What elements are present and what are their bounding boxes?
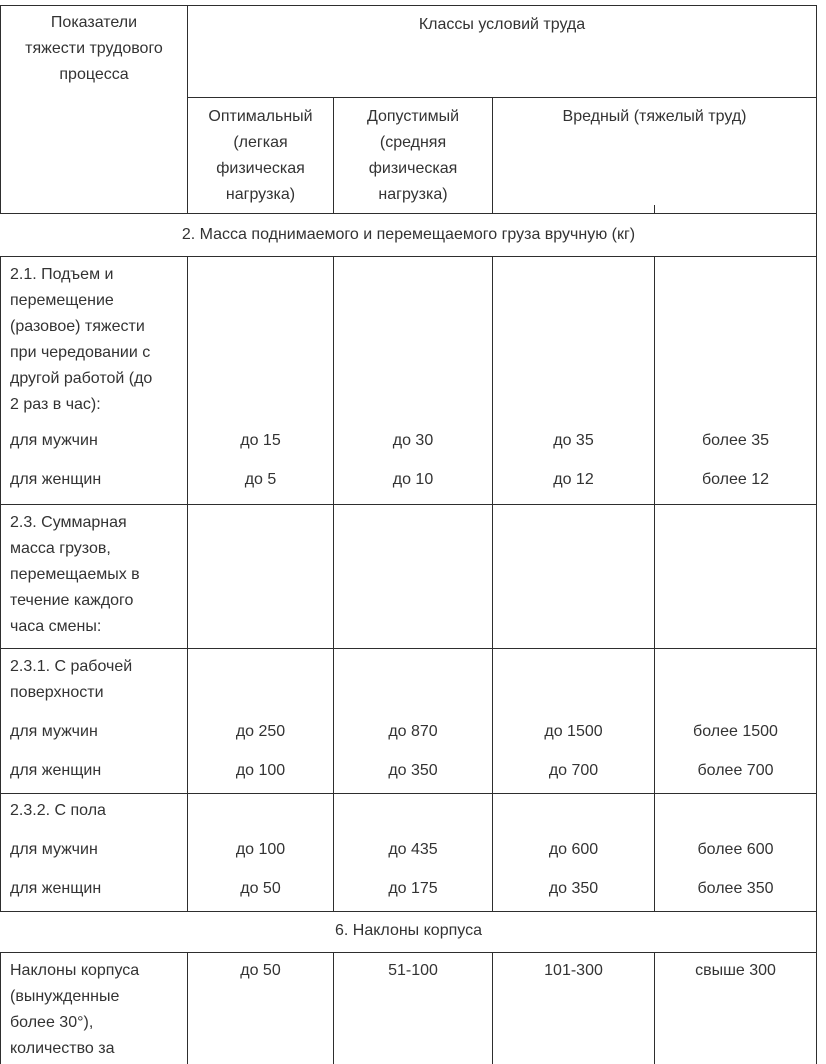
- value-permissible: 51-100: [388, 962, 438, 979]
- value-harmful-1: до 35: [553, 432, 594, 449]
- value-harmful-1: до 600: [548, 841, 599, 858]
- item-2-1-line: 2 раз в час):: [10, 396, 101, 413]
- value-harmful-1: 101-300: [544, 962, 603, 979]
- table-top-border: [0, 5, 817, 6]
- harmful-class-header: Вредный (тяжелый труд): [562, 108, 747, 125]
- row-2-3-1-bottom-border: [0, 793, 817, 794]
- value-permissible: до 435: [388, 841, 438, 858]
- item-6-line: Наклоны корпуса: [10, 962, 140, 979]
- value-harmful-2: более 600: [697, 841, 774, 858]
- value-harmful-1: до 1500: [544, 723, 603, 740]
- item-2-3-1-line: 2.3.1. С рабочей: [10, 658, 133, 675]
- permissible-header-line: нагрузка): [378, 186, 448, 203]
- table-left-border: [0, 952, 1, 1064]
- item-6-line: (вынужденные: [10, 988, 120, 1005]
- optimal-header-line: физическая: [216, 160, 305, 177]
- value-harmful-2: более 700: [697, 762, 774, 779]
- section2-title-bottom-border: [0, 256, 817, 257]
- row-2-1-bottom-border: [0, 504, 817, 505]
- row-label-men: для мужчин: [10, 723, 98, 740]
- value-optimal: до 250: [235, 723, 286, 740]
- header-bottom-border: [0, 213, 817, 214]
- item-2-3-line: перемещаемых в: [10, 566, 140, 583]
- value-harmful-1: до 700: [548, 762, 599, 779]
- row-label-women: для женщин: [10, 471, 102, 488]
- item-2-3-line: течение каждого: [10, 592, 134, 609]
- header-subrow-border: [187, 97, 817, 98]
- optimal-header-line: (легкая: [233, 134, 288, 151]
- section-6-title: 6. Наклоны корпуса: [335, 922, 482, 939]
- harmful-subcolumn-border: [654, 205, 655, 213]
- item-2-3-2-label: 2.3.2. С пола: [10, 802, 106, 819]
- section-2-title: 2. Масса поднимаемого и перемещаемого груза вручную (кг): [181, 226, 636, 243]
- value-optimal: до 50: [240, 880, 281, 897]
- optimal-class-header: [188, 104, 333, 208]
- item-2-1-label: [10, 262, 176, 418]
- item-2-1-line: при чередовании с: [10, 344, 151, 361]
- classes-header: Классы условий труда: [418, 16, 586, 33]
- optimal-header-line: нагрузка): [225, 186, 296, 203]
- value-harmful-2: более 1500: [693, 723, 778, 740]
- row-label-women: для женщин: [10, 880, 102, 897]
- table-right-border: [816, 5, 817, 1064]
- row-label-men: для мужчин: [10, 841, 98, 858]
- item-2-1-line: другой работой (до: [10, 370, 153, 387]
- item-2-1-line: (разовое) тяжести: [10, 318, 145, 335]
- value-harmful-1: до 12: [553, 471, 594, 488]
- optimal-header-line: Оптимальный: [208, 108, 313, 125]
- row-2-3-bottom-border: [0, 648, 817, 649]
- value-permissible: до 350: [388, 762, 438, 779]
- value-optimal: до 100: [235, 841, 286, 858]
- value-optimal: до 50: [240, 962, 281, 979]
- table-left-border: [0, 256, 1, 911]
- item-2-3-line: масса грузов,: [10, 540, 111, 557]
- row-2-3-2-bottom-border: [0, 911, 817, 912]
- value-permissible: до 870: [388, 723, 438, 740]
- value-permissible: до 175: [388, 880, 438, 897]
- permissible-class-header: [334, 104, 492, 208]
- value-harmful-2: более 12: [701, 471, 770, 488]
- optimal-column-border: [333, 256, 334, 911]
- value-harmful-2: свыше 300: [695, 962, 776, 979]
- item-2-3-1-label: [10, 654, 176, 706]
- indicators-header-line: тяжести трудового: [25, 40, 163, 57]
- indicator-column-border: [187, 256, 188, 911]
- permissible-column-border: [492, 256, 493, 911]
- table-left-border: [0, 5, 1, 213]
- item-2-3-label: [10, 510, 176, 640]
- value-harmful-2: более 350: [697, 880, 774, 897]
- item-2-3-line: 2.3. Суммарная: [10, 514, 127, 531]
- indicators-header: [4, 10, 184, 88]
- item-6-line: количество за: [10, 1040, 115, 1057]
- item-6-line: более 30°),: [10, 1014, 94, 1031]
- item-2-1-line: перемещение: [10, 292, 114, 309]
- value-harmful-2: более 35: [701, 432, 770, 449]
- indicators-header-line: Показатели: [50, 14, 138, 31]
- value-permissible: до 10: [392, 471, 434, 488]
- item-2-1-line: 2.1. Подъем и: [10, 266, 114, 283]
- item-6-label: [10, 958, 176, 1062]
- value-optimal: до 15: [240, 432, 281, 449]
- indicators-header-line: процесса: [59, 66, 129, 83]
- value-optimal: до 5: [244, 471, 277, 488]
- permissible-header-line: физическая: [368, 160, 458, 177]
- row-label-men: для мужчин: [10, 432, 98, 449]
- value-harmful-1: до 350: [548, 880, 599, 897]
- permissible-header-line: Допустимый: [366, 108, 460, 125]
- permissible-header-line: (средняя: [379, 134, 447, 151]
- value-optimal: до 100: [235, 762, 286, 779]
- item-2-3-1-line: поверхности: [10, 684, 104, 701]
- item-2-3-line: часа смены:: [10, 618, 102, 635]
- harmful-subcolumn-border: [654, 256, 655, 911]
- section6-title-bottom-border: [0, 952, 817, 953]
- value-permissible: до 30: [392, 432, 434, 449]
- row-label-women: для женщин: [10, 762, 102, 779]
